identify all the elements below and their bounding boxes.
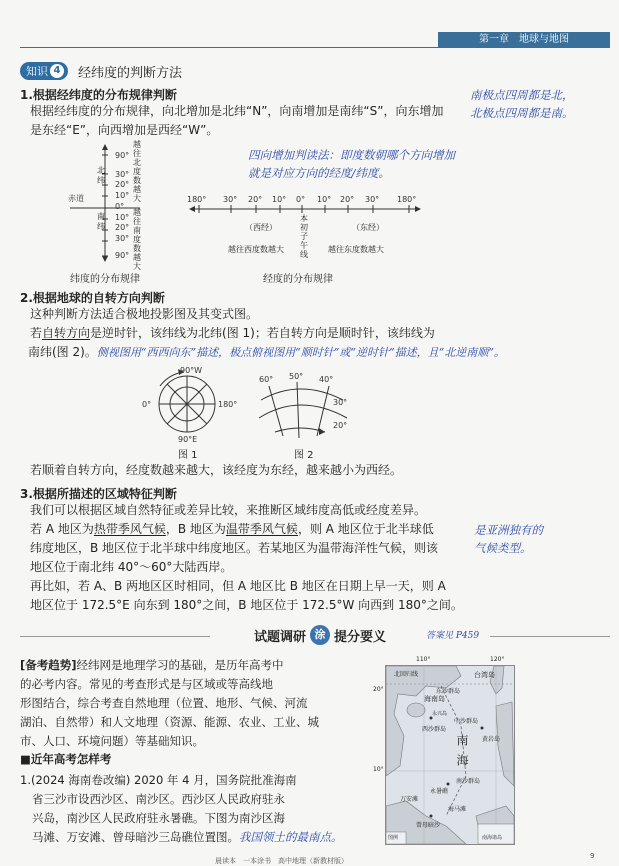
map-lat-label: 10° — [373, 766, 384, 773]
lon-tick: 180° — [187, 195, 207, 204]
map-hainan-label: 海南岛 — [424, 695, 445, 703]
map-huangyan-label: 黄岩岛 — [482, 736, 501, 743]
fig2-label: 30° — [333, 398, 348, 407]
lat-tick: 0° — [115, 202, 125, 211]
text-line: 我们可以根据区域自然特征或差异比较，来推断区域纬度高低或经度差异。 — [30, 503, 427, 517]
lat-south-label: 南纬 — [97, 212, 105, 231]
lat-down-text: 越往南度数越大 — [133, 208, 141, 271]
map-dongsha-label: 东沙群岛 — [436, 688, 461, 695]
lon-east-text: 越往东度数越大 — [328, 245, 384, 254]
lon-east-label: （东经） — [352, 223, 384, 232]
map-xisha-label: 西沙群岛 — [422, 726, 447, 733]
lon-tick: 20° — [248, 195, 263, 204]
lat-north-label: 北纬 — [97, 166, 105, 185]
chapter-header: 第一章 地球与地图 — [438, 32, 610, 47]
hw-line: 四向增加判读法：即度数朝哪个方向增加 — [248, 148, 455, 162]
research-circle: 涂 — [310, 625, 330, 645]
text-span: 若 A 地区为 — [30, 522, 94, 536]
question-1 — [20, 771, 370, 847]
lon-tick: 30° — [365, 195, 380, 204]
part3-text — [30, 501, 470, 615]
map-yongxing-label: 永兴岛 — [432, 711, 448, 717]
text-line — [30, 324, 610, 343]
map-nansha-label: 南沙群岛 — [456, 778, 481, 785]
recent-heading: ■近年高考怎样考 — [20, 752, 112, 766]
knowledge-tag-label: 知识 — [26, 65, 48, 78]
text-span: 若 — [30, 326, 43, 340]
lat-tick: 30° — [115, 170, 130, 179]
fig1-top-label: 90°W — [180, 366, 203, 375]
lon-tick: 0° — [296, 195, 306, 204]
map-zhongsha-label: 中沙群岛 — [454, 718, 479, 725]
equator-label: 赤道 — [68, 194, 84, 203]
knowledge-title: 经纬度的判断方法 — [78, 65, 183, 81]
map-zengmu-label: 曾母暗沙 — [416, 822, 441, 829]
answer-ref: 答案见 P459 — [426, 631, 480, 641]
research-post: 提分要义 — [334, 629, 387, 645]
lat-up-text: 越往北度数越大 — [133, 140, 141, 203]
hw-line: 气候类型。 — [474, 541, 532, 555]
handwritten-note-territory: 我国领土的最南点。 — [239, 830, 343, 844]
handwritten-note-poles — [470, 86, 574, 122]
lat-tick: 20° — [115, 223, 130, 232]
map-yongshu-label: 永暑礁 — [430, 788, 449, 795]
text-line — [30, 520, 470, 539]
part2-end-text: 若顺着自转方向，经度数越来越大，该经度为东经，越来越小为西经。 — [30, 463, 403, 477]
text-line: 纬度地区，B 地区位于北半球中纬度地区。若某地区为温带海洋性气候，则该 — [30, 541, 439, 555]
text-line: 湖泊、自然带）和人文地理（资源、能源、农业、工业、城 — [20, 715, 319, 729]
part1-heading: 1.根据经纬度的分布规律判断 — [20, 88, 177, 102]
map-sea-label: 南海 — [455, 734, 469, 774]
banner-rule-right — [490, 636, 610, 637]
fig1-right-label: 180° — [218, 400, 238, 409]
text-line: 是东经“E”，向西增加是西经“W”。 — [30, 123, 219, 137]
fig1-left-label: 0° — [142, 400, 152, 409]
handwritten-note-rotation: 侧视图用“西西向东”描述，极点俯视图用“顺时针”或“逆时针”描述，且“北逆南顺”。 — [96, 346, 505, 359]
text-span: 马滩、万安滩、曾母暗沙三岛礁位置图。 — [32, 830, 239, 844]
text-span: 南纬(图 2)。 — [28, 345, 97, 359]
map-lat-label: 20° — [373, 686, 384, 693]
text-line: 再比如，若 A、B 两地区区时相同，但 A 地区比 B 地区在日期上早一天，则 A — [30, 579, 446, 593]
text-span: 经纬网是地理学习的基础，是历年高考中 — [76, 658, 284, 672]
trend-text — [20, 656, 370, 751]
text-line: 根据经纬度的分布规律，向北增加是北纬“N”，向南增加是南纬“S”，向东增加 — [30, 104, 444, 118]
rotation-underline: 自转方向 — [42, 326, 91, 340]
lon-caption: 经度的分布规律 — [263, 274, 333, 285]
knowledge-number: 4 — [50, 64, 64, 78]
latitude-figure — [60, 140, 190, 265]
page-number: 9 — [590, 852, 595, 860]
lon-west-label: （西经） — [245, 223, 277, 232]
map-lon-label: 120° — [490, 656, 505, 663]
lat-tick: 20° — [115, 180, 130, 189]
climate-underline: 热带季风气候 — [93, 522, 166, 536]
hw-line: 南极点四周都是北， — [470, 88, 574, 102]
handwritten-note-direction — [248, 146, 455, 182]
text-span: 是逆时针，该纬线为北纬(图 1)；若自转方向是顺时针，该纬线为 — [90, 326, 435, 340]
knowledge-heading — [20, 62, 182, 80]
lon-tick: 180° — [397, 195, 417, 204]
footer-text: 晨读本 一本涂书 高中地理（新教材版） — [215, 857, 348, 865]
fig1-caption: 图 1 — [178, 450, 198, 461]
text-line: 地区位于南北纬 40°～60°大陆西岸。 — [30, 560, 233, 574]
lon-tick: 20° — [340, 195, 355, 204]
text-line: 市、人口、环境问题）等基础知识。 — [20, 734, 204, 748]
figure-1-polar-view — [140, 366, 250, 448]
map-lon-label: 110° — [416, 656, 431, 663]
fig2-label: 40° — [319, 375, 334, 384]
hw-line: 是亚洲独有的 — [474, 523, 543, 537]
part2-heading: 2.根据地球的自转方向判断 — [20, 291, 165, 305]
lat-caption: 纬度的分布规律 — [70, 274, 140, 285]
figure-2-grid — [255, 370, 355, 442]
fig2-caption: 图 2 — [294, 450, 314, 461]
text-line: 的必考内容。常见的考查形式是与区域或等高线地 — [20, 677, 273, 691]
map-taiwan-label: 台湾岛 — [474, 671, 495, 679]
lat-tick: 90° — [115, 251, 130, 260]
map-legend-label: 图例 — [388, 835, 399, 841]
text-span: ，则 A 地区位于北半球低 — [297, 522, 434, 536]
map-tropic-label: 北回归线 — [394, 671, 419, 678]
lat-tick: 10° — [115, 213, 130, 222]
trend-label: [备考趋势] — [20, 658, 77, 672]
text-line — [20, 656, 370, 675]
part2-text — [30, 305, 610, 362]
lon-tick: 10° — [272, 195, 287, 204]
text-line: 地区位于 172.5°E 向东到 180°之间，B 地区位于 172.5°W 向西到 180°之间。 — [30, 598, 463, 612]
research-banner — [210, 624, 430, 646]
text-line: 省三沙市设西沙区、南沙区。西沙区人民政府驻永 — [32, 792, 285, 806]
header-rule — [20, 47, 610, 48]
hw-line: 就是对应方向的经度/纬度。 — [248, 166, 390, 180]
climate-underline: 温带季风气候 — [225, 522, 298, 536]
text-line — [20, 828, 370, 847]
part3-heading: 3.根据所描述的区域特征判断 — [20, 487, 177, 501]
fig2-label: 20° — [333, 421, 348, 430]
handwritten-note-climate — [474, 521, 543, 557]
fig1-bottom-label: 90°E — [178, 435, 198, 444]
prime-meridian-label: 本初子午线 — [300, 214, 308, 259]
text-line: 形图结合，综合考查自然地理（位置、地形、气候、河流 — [20, 696, 308, 710]
map-inset-label: 南海诸岛 — [482, 835, 503, 841]
hw-line: 北极点四周都是南。 — [470, 106, 574, 120]
map-wanan-label: 万安滩 — [400, 796, 419, 803]
research-pre: 试题调研 — [253, 629, 306, 645]
text-line — [28, 343, 610, 362]
banner-rule-left — [20, 636, 210, 637]
part1-text — [30, 102, 470, 140]
text-line: 这种判断方法适合极地投影图及其变式图。 — [30, 307, 259, 321]
lat-tick: 10° — [115, 191, 130, 200]
lon-tick: 30° — [223, 195, 238, 204]
fig2-label: 60° — [259, 375, 274, 384]
fig2-label: 50° — [289, 372, 304, 381]
south-china-sea-map — [373, 656, 515, 845]
text-span: ，B 地区为 — [165, 522, 226, 536]
map-haima-label: 海马滩 — [448, 806, 467, 813]
lon-tick: 10° — [317, 195, 332, 204]
lon-west-text: 越往西度数越大 — [228, 245, 284, 254]
lat-tick: 30° — [115, 234, 130, 243]
lat-tick: 90° — [115, 151, 130, 160]
text-line: 兴岛，南沙区人民政府驻永暑礁。下图为南沙区海 — [32, 811, 285, 825]
text-line: 1.(2024 海南卷改编) 2020 年 4 月，国务院批准海南 — [20, 773, 297, 787]
knowledge-tag — [20, 62, 68, 80]
